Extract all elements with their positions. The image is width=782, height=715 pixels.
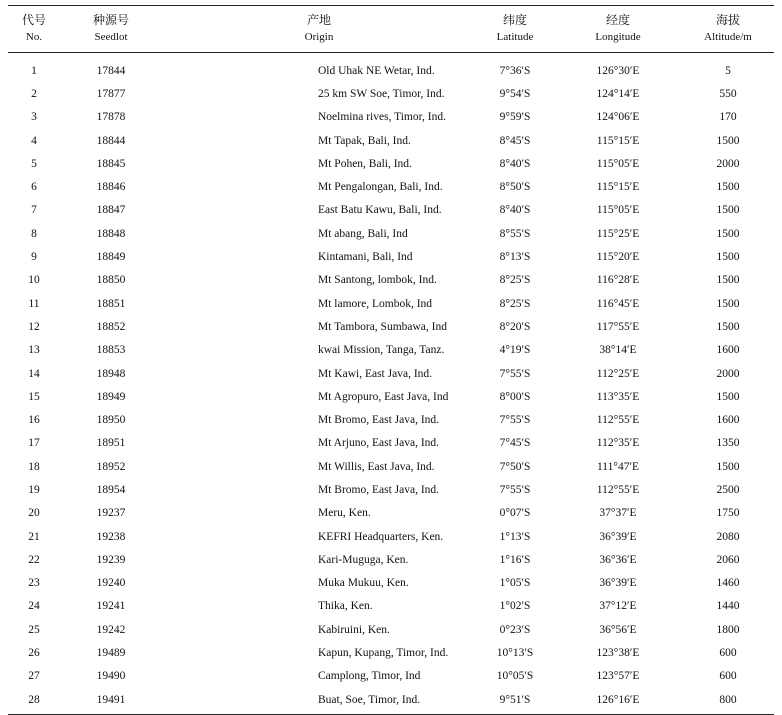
table-row	[8, 385, 774, 408]
cell-no: 26	[28, 647, 40, 660]
table-row	[8, 222, 774, 245]
cell-seedlot: 19489	[96, 647, 126, 660]
table-row	[8, 175, 774, 198]
cell-latitude: 8°45′S	[499, 134, 531, 147]
cell-no: 13	[28, 344, 40, 357]
cell-longitude: 126°30′E	[596, 64, 640, 77]
cell-longitude: 115°05′E	[596, 157, 640, 170]
table-row	[8, 455, 774, 478]
cell-origin: Old Uhak NE Wetar, Ind.	[318, 64, 435, 77]
cell-longitude: 112°35′E	[596, 437, 640, 450]
cell-origin: Thika, Ken.	[318, 600, 373, 613]
cell-no: 11	[28, 297, 40, 310]
cell-altitude: 1500	[716, 390, 740, 403]
cell-seedlot: 18846	[96, 181, 126, 194]
cell-no: 5	[31, 157, 37, 170]
cell-no: 22	[28, 553, 40, 566]
cell-altitude: 1800	[716, 623, 740, 636]
cell-longitude: 115°05′E	[596, 204, 640, 217]
header-no-zh: 代号	[8, 6, 60, 30]
cell-no: 15	[28, 390, 40, 403]
table-row	[8, 53, 774, 83]
cell-latitude: 8°13′S	[499, 251, 531, 264]
table-row	[8, 665, 774, 688]
cell-latitude: 10°13′S	[496, 647, 534, 660]
cell-seedlot: 18844	[96, 134, 126, 147]
cell-altitude: 2060	[716, 553, 740, 566]
cell-latitude: 8°20′S	[499, 320, 531, 333]
cell-longitude: 37°37′E	[599, 507, 637, 520]
cell-no: 12	[28, 320, 40, 333]
cell-origin: Muka Mukuu, Ken.	[318, 577, 409, 590]
table-row	[8, 199, 774, 222]
table-body	[8, 53, 774, 715]
cell-origin: Meru, Ken.	[318, 507, 371, 520]
table-row	[8, 106, 774, 129]
cell-seedlot: 18851	[96, 297, 126, 310]
cell-altitude: 2000	[716, 367, 740, 380]
header-latitude-zh: 纬度	[476, 6, 554, 30]
cell-no: 4	[31, 134, 37, 147]
cell-longitude: 115°20′E	[596, 251, 640, 264]
cell-no: 18	[28, 460, 40, 473]
cell-no: 21	[28, 530, 40, 543]
cell-latitude: 8°55′S	[499, 227, 531, 240]
cell-seedlot: 19490	[96, 670, 126, 683]
cell-seedlot: 19241	[96, 600, 126, 613]
cell-longitude: 38°14′E	[599, 344, 637, 357]
cell-longitude: 111°47′E	[596, 460, 640, 473]
cell-origin: Mt Bromo, East Java, Ind.	[318, 483, 440, 496]
cell-altitude: 2000	[716, 157, 740, 170]
cell-altitude: 1440	[716, 600, 740, 613]
cell-altitude: 800	[682, 688, 774, 715]
cell-latitude: 9°51′S	[476, 688, 554, 715]
cell-altitude: 1750	[716, 507, 740, 520]
cell-seedlot: 18848	[96, 227, 126, 240]
cell-longitude: 116°28′E	[596, 274, 640, 287]
cell-seedlot: 18952	[96, 460, 126, 473]
cell-no: 6	[31, 181, 37, 194]
cell-altitude: 1350	[716, 437, 740, 450]
header-latitude-en: Latitude	[476, 29, 554, 53]
cell-origin: 25 km SW Soe, Timor, Ind.	[318, 87, 445, 100]
cell-latitude: 8°25′S	[499, 297, 531, 310]
cell-origin: Mt Tambora, Sumbawa, Ind	[318, 320, 447, 333]
cell-longitude: 116°45′E	[596, 297, 640, 310]
cell-seedlot: 18847	[96, 204, 126, 217]
cell-seedlot: 18954	[96, 483, 126, 496]
cell-origin: Mt abang, Bali, Ind	[318, 227, 408, 240]
seed-source-table	[8, 5, 774, 715]
cell-longitude: 124°14′E	[596, 87, 640, 100]
cell-no: 16	[28, 414, 40, 427]
cell-altitude: 1500	[716, 204, 740, 217]
cell-no: 8	[31, 227, 37, 240]
cell-latitude: 10°05′S	[496, 670, 534, 683]
cell-origin: East Batu Kawu, Bali, Ind.	[318, 204, 442, 217]
cell-latitude: 8°50′S	[499, 181, 531, 194]
cell-longitude: 117°55′E	[596, 320, 640, 333]
table-row	[8, 315, 774, 338]
table-row	[8, 292, 774, 315]
table-header	[8, 6, 774, 53]
cell-no: 3	[31, 111, 37, 124]
header-row-chinese	[8, 6, 774, 30]
cell-no: 10	[28, 274, 40, 287]
cell-seedlot: 19239	[96, 553, 126, 566]
cell-no: 19	[28, 483, 40, 496]
cell-origin: Kapun, Kupang, Timor, Ind.	[318, 647, 449, 660]
table-row	[8, 502, 774, 525]
cell-altitude: 1500	[716, 134, 740, 147]
table-row	[8, 82, 774, 105]
cell-no: 24	[28, 600, 40, 613]
header-origin-en: Origin	[162, 29, 476, 53]
cell-latitude: 1°05′S	[499, 577, 531, 590]
cell-altitude: 2500	[716, 483, 740, 496]
cell-seedlot: 18950	[96, 414, 126, 427]
table-row	[8, 339, 774, 362]
cell-latitude: 7°55′S	[499, 367, 531, 380]
cell-longitude: 112°25′E	[596, 367, 640, 380]
cell-origin: Mt Arjuno, East Java, Ind.	[318, 437, 440, 450]
cell-origin: kwai Mission, Tanga, Tanz.	[318, 344, 445, 357]
cell-latitude: 1°13′S	[499, 530, 531, 543]
table-row	[8, 432, 774, 455]
cell-longitude: 124°06′E	[596, 111, 640, 124]
table-row	[8, 408, 774, 431]
cell-seedlot: 18948	[96, 367, 126, 380]
cell-origin: Camplong, Timor, Ind	[318, 670, 421, 683]
cell-longitude: 123°57′E	[596, 670, 640, 683]
cell-altitude: 1600	[716, 414, 740, 427]
cell-altitude: 1500	[716, 181, 740, 194]
cell-longitude: 36°39′E	[599, 577, 637, 590]
table-row	[8, 548, 774, 571]
cell-no: 25	[28, 623, 40, 636]
cell-seedlot: 19491	[60, 688, 162, 715]
cell-altitude: 170	[719, 111, 737, 124]
cell-origin: Kabiruini, Ken.	[318, 623, 390, 636]
table-row	[8, 525, 774, 548]
cell-origin: Mt Kawi, East Java, Ind.	[318, 367, 433, 380]
cell-latitude: 0°07′S	[499, 507, 531, 520]
header-row-english	[8, 29, 774, 53]
cell-latitude: 7°55′S	[499, 483, 531, 496]
cell-latitude: 7°45′S	[499, 437, 531, 450]
cell-seedlot: 19237	[96, 507, 126, 520]
cell-no: 7	[31, 204, 37, 217]
cell-altitude: 2080	[716, 530, 740, 543]
header-altitude-zh: 海拔	[682, 6, 774, 30]
cell-altitude: 1600	[716, 344, 740, 357]
cell-latitude: 9°54′S	[499, 87, 531, 100]
cell-longitude: 36°39′E	[599, 530, 637, 543]
cell-altitude: 1500	[716, 274, 740, 287]
cell-origin: Kintamani, Bali, Ind	[318, 251, 413, 264]
cell-latitude: 8°40′S	[499, 204, 531, 217]
cell-seedlot: 19242	[96, 623, 126, 636]
cell-seedlot: 19240	[96, 577, 126, 590]
header-no-en: No.	[8, 29, 60, 53]
cell-latitude: 8°40′S	[499, 157, 531, 170]
table-row	[8, 478, 774, 501]
header-seedlot-zh: 种源号	[60, 6, 162, 30]
cell-latitude: 7°36′S	[499, 64, 531, 77]
cell-longitude: 115°25′E	[596, 227, 640, 240]
header-altitude-en: Altitude/m	[682, 29, 774, 53]
cell-longitude: 115°15′E	[596, 181, 640, 194]
cell-altitude: 600	[719, 647, 737, 660]
table-row	[8, 595, 774, 618]
table-row	[8, 641, 774, 664]
cell-latitude: 1°16′S	[499, 553, 531, 566]
cell-origin: Mt Tapak, Bali, Ind.	[318, 134, 411, 147]
cell-origin: Mt Pohen, Bali, Ind.	[318, 157, 412, 170]
cell-origin: KEFRI Headquarters, Ken.	[318, 530, 444, 543]
cell-no: 2	[31, 87, 37, 100]
cell-altitude: 1460	[716, 577, 740, 590]
cell-altitude: 5	[725, 64, 731, 77]
header-seedlot-en: Seedlot	[60, 29, 162, 53]
cell-longitude: 112°55′E	[596, 414, 640, 427]
cell-origin: Kari-Muguga, Ken.	[318, 553, 409, 566]
cell-seedlot: 18845	[96, 157, 126, 170]
cell-altitude: 1500	[716, 251, 740, 264]
cell-altitude: 1500	[716, 227, 740, 240]
cell-longitude: 115°15′E	[596, 134, 640, 147]
cell-origin: Mt Bromo, East Java, Ind.	[318, 414, 440, 427]
table-row	[8, 152, 774, 175]
table-row	[8, 269, 774, 292]
cell-origin: Mt Pengalongan, Bali, Ind.	[318, 181, 443, 194]
cell-seedlot: 18853	[96, 344, 126, 357]
cell-seedlot: 17844	[96, 64, 126, 77]
cell-longitude: 37°12′E	[599, 600, 637, 613]
cell-longitude: 36°56′E	[599, 623, 637, 636]
cell-origin: Mt lamore, Lombok, Ind	[318, 297, 433, 310]
header-origin-zh: 产地	[162, 6, 476, 30]
table-row	[8, 362, 774, 385]
cell-altitude: 550	[719, 87, 737, 100]
cell-seedlot: 18850	[96, 274, 126, 287]
table-row	[8, 688, 774, 715]
cell-origin: Mt Santong, lombok, Ind.	[318, 274, 437, 287]
cell-seedlot: 17878	[96, 111, 126, 124]
cell-no: 17	[28, 437, 40, 450]
cell-longitude: 113°35′E	[596, 390, 640, 403]
table-row	[8, 245, 774, 268]
table-row	[8, 618, 774, 641]
cell-no: 14	[28, 367, 40, 380]
cell-seedlot: 18951	[96, 437, 126, 450]
cell-origin: Mt Agropuro, East Java, Ind	[318, 390, 449, 403]
cell-seedlot: 17877	[96, 87, 126, 100]
cell-longitude: 123°38′E	[596, 647, 640, 660]
cell-seedlot: 18852	[96, 320, 126, 333]
cell-origin: Buat, Soe, Timor, Ind.	[162, 688, 476, 715]
header-longitude-zh: 经度	[554, 6, 682, 30]
cell-latitude: 8°25′S	[499, 274, 531, 287]
cell-latitude: 4°19′S	[499, 344, 531, 357]
cell-no: 9	[31, 251, 37, 264]
cell-longitude: 112°55′E	[596, 483, 640, 496]
cell-no: 23	[28, 577, 40, 590]
cell-seedlot: 19238	[96, 530, 126, 543]
cell-altitude: 1500	[716, 460, 740, 473]
cell-no: 28	[8, 688, 60, 715]
cell-seedlot: 18949	[96, 390, 126, 403]
cell-latitude: 7°55′S	[499, 414, 531, 427]
cell-altitude: 600	[719, 670, 737, 683]
cell-origin: Mt Willis, East Java, Ind.	[318, 460, 435, 473]
table-row	[8, 129, 774, 152]
cell-altitude: 1500	[716, 320, 740, 333]
cell-latitude: 9°59′S	[499, 111, 531, 124]
cell-no: 27	[28, 670, 40, 683]
cell-no: 1	[31, 64, 37, 77]
cell-latitude: 8°00′S	[499, 390, 531, 403]
table-row	[8, 572, 774, 595]
cell-latitude: 7°50′S	[499, 460, 531, 473]
cell-latitude: 0°23′S	[499, 623, 531, 636]
cell-altitude: 1500	[716, 297, 740, 310]
header-longitude-en: Longitude	[554, 29, 682, 53]
cell-latitude: 1°02′S	[499, 600, 531, 613]
cell-longitude: 36°36′E	[599, 553, 637, 566]
cell-no: 20	[28, 507, 40, 520]
cell-seedlot: 18849	[96, 251, 126, 264]
cell-longitude: 126°16′E	[554, 688, 682, 715]
cell-origin: Noelmina rives, Timor, Ind.	[318, 111, 446, 124]
